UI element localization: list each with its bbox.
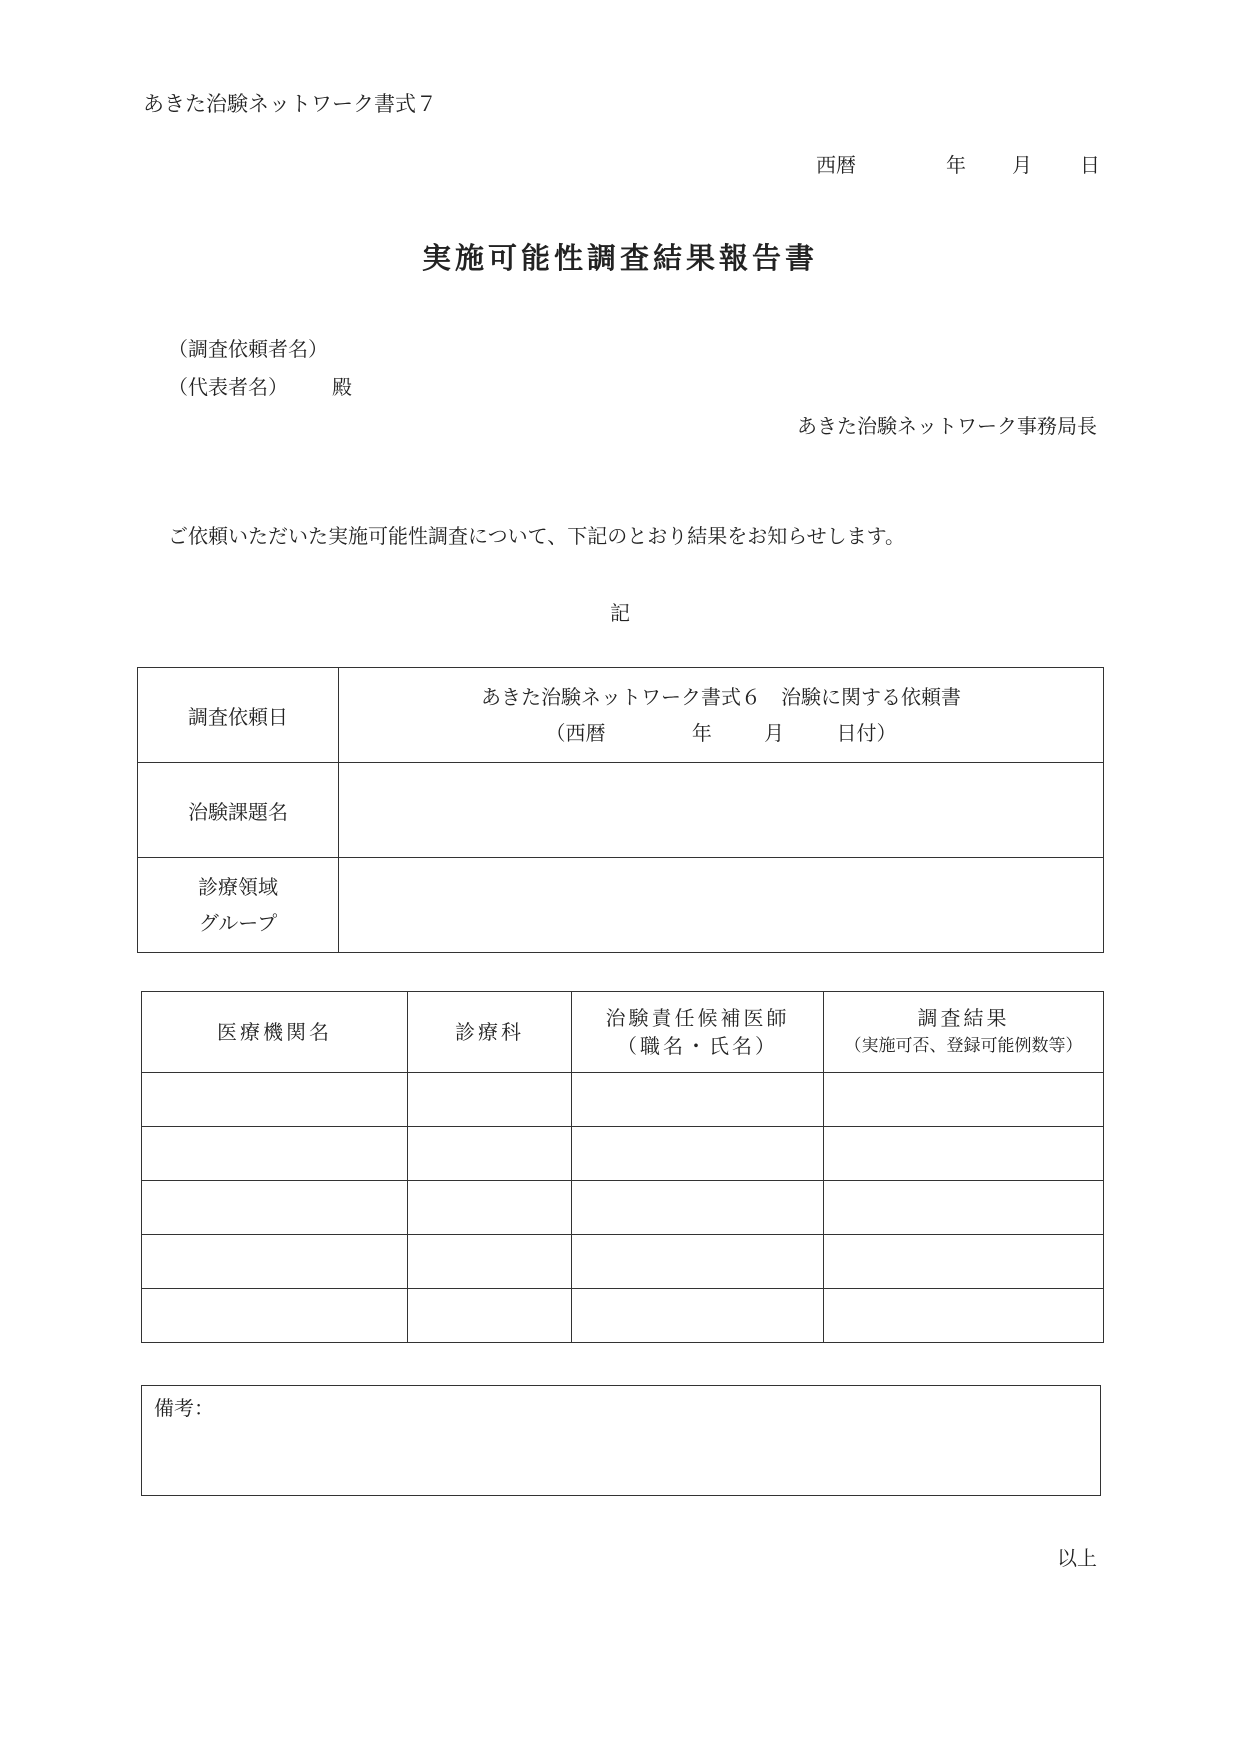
remarks-label: 備考： bbox=[154, 1396, 214, 1420]
investigator-cell[interactable] bbox=[572, 1073, 824, 1127]
investigator-cell[interactable] bbox=[572, 1235, 824, 1289]
request-date-day: 日付） bbox=[836, 721, 897, 745]
result-header-line-1: 調査結果 bbox=[917, 1006, 1010, 1030]
result-header bbox=[824, 992, 1104, 1073]
area-label-line-2: グループ bbox=[198, 911, 278, 935]
table-row bbox=[142, 1073, 1104, 1127]
closing-text: 以上 bbox=[1057, 1546, 1097, 1570]
request-date-month: 月 bbox=[764, 721, 785, 745]
request-date-cell[interactable] bbox=[339, 668, 1104, 763]
department-cell[interactable] bbox=[408, 1073, 572, 1127]
table-row bbox=[142, 1289, 1104, 1343]
trial-title-label: 治験課題名 bbox=[138, 763, 339, 858]
request-date bbox=[339, 715, 1103, 751]
area-cell[interactable] bbox=[339, 858, 1104, 953]
date-era: 西暦 bbox=[816, 153, 856, 177]
sender: あきた治験ネットワーク事務局長 bbox=[797, 414, 1097, 438]
document-title: 実施可能性調査結果報告書 bbox=[421, 241, 818, 275]
result-cell[interactable] bbox=[824, 1073, 1104, 1127]
investigator-cell[interactable] bbox=[572, 1181, 824, 1235]
remarks-box[interactable] bbox=[141, 1385, 1101, 1496]
table-header-row bbox=[142, 992, 1104, 1073]
table-row bbox=[142, 1235, 1104, 1289]
representative-label: （代表者名） bbox=[168, 375, 288, 399]
ki-heading: 記 bbox=[610, 601, 630, 625]
request-doc: あきた治験ネットワーク書式６ 治験に関する依頼書 bbox=[481, 685, 961, 709]
result-header-line-2: （実施可否、登録可能例数等） bbox=[844, 1036, 1083, 1056]
department-cell[interactable] bbox=[408, 1181, 572, 1235]
table-row bbox=[142, 1127, 1104, 1181]
table-row bbox=[138, 763, 1104, 858]
investigator-header bbox=[572, 992, 824, 1073]
request-date-open: （西暦 bbox=[545, 721, 606, 745]
form-number: あきた治験ネットワーク書式７ bbox=[143, 92, 437, 116]
trial-title-cell[interactable] bbox=[339, 763, 1104, 858]
institution-header: 医療機関名 bbox=[142, 992, 408, 1073]
investigator-cell[interactable] bbox=[572, 1127, 824, 1181]
department-cell[interactable] bbox=[408, 1127, 572, 1181]
department-header: 診療科 bbox=[408, 992, 572, 1073]
date-month: 月 bbox=[1012, 153, 1032, 177]
table-row bbox=[138, 668, 1104, 763]
table-row bbox=[142, 1181, 1104, 1235]
area-label bbox=[138, 858, 339, 953]
representative-name-line bbox=[168, 371, 352, 400]
investigator-header-line-1: 治験責任候補医師 bbox=[605, 1006, 790, 1030]
institution-cell[interactable] bbox=[142, 1289, 408, 1343]
requester-name-line: （調査依頼者名） bbox=[168, 337, 328, 361]
request-date-label: 調査依頼日 bbox=[138, 668, 339, 763]
request-date-year: 年 bbox=[691, 721, 712, 745]
honorific: 殿 bbox=[332, 375, 352, 399]
institution-cell[interactable] bbox=[142, 1127, 408, 1181]
area-label-line-1: 診療領域 bbox=[198, 875, 278, 899]
investigator-header-line-2: （職名・氏名） bbox=[617, 1034, 778, 1058]
table-row bbox=[138, 858, 1104, 953]
result-cell[interactable] bbox=[824, 1181, 1104, 1235]
site-table bbox=[141, 991, 1104, 1343]
date-year: 年 bbox=[946, 153, 966, 177]
institution-cell[interactable] bbox=[142, 1235, 408, 1289]
investigator-cell[interactable] bbox=[572, 1289, 824, 1343]
department-cell[interactable] bbox=[408, 1289, 572, 1343]
date-day: 日 bbox=[1080, 153, 1100, 177]
department-cell[interactable] bbox=[408, 1235, 572, 1289]
result-cell[interactable] bbox=[824, 1289, 1104, 1343]
result-cell[interactable] bbox=[824, 1235, 1104, 1289]
institution-cell[interactable] bbox=[142, 1073, 408, 1127]
info-table bbox=[137, 667, 1104, 953]
intro-text: ご依頼いただいた実施可能性調査について、下記のとおり結果をお知らせします。 bbox=[168, 524, 905, 548]
institution-cell[interactable] bbox=[142, 1181, 408, 1235]
result-cell[interactable] bbox=[824, 1127, 1104, 1181]
